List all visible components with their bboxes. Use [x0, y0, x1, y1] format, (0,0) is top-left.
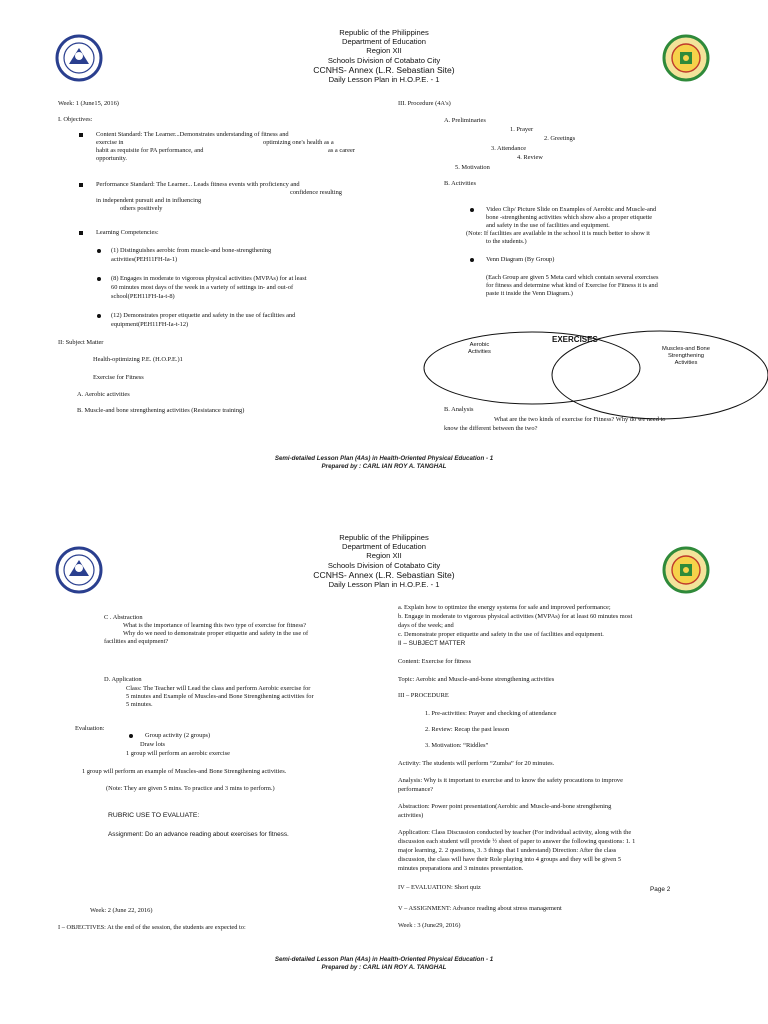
header-department: Department of Education: [341, 542, 426, 552]
footer-author: Prepared by : CARL IAN ROY A. TANGHAL: [321, 964, 447, 971]
venn-title: EXERCISES: [552, 335, 598, 344]
activity-line: Activity: The students will perform “Zumba” for 20 minutes.: [398, 760, 555, 767]
prelim-greetings: 2. Greetings: [544, 135, 576, 142]
application-text: Class: The Teacher will Lead the class and perform Aerobic exercise for: [126, 685, 311, 692]
performance-standard: Performance Standard: The Learner... Leads fitness events with proficiency and: [96, 181, 300, 188]
video-clip-text: and safety in the use of facilities and equipment.: [486, 222, 610, 229]
header-republic: Republic of the Philippines: [339, 28, 429, 37]
procedure-2-heading: III – PROCEDURE: [398, 692, 449, 699]
application-line-text: discussion each student will provide ½ sheet of paper to answer the following questions: 1. 1: [398, 838, 636, 845]
preliminaries: A. Preliminaries: [444, 117, 486, 124]
page-header: [0, 533, 768, 589]
eval-muscle-group: 1 group will perform an example of Muscles-and Bone Strengthening activities.: [82, 768, 287, 775]
competency-2: (8) Engages in moderate to vigorous physical activities (MVPAs) for at least: [111, 275, 307, 282]
header-plan-title: Daily Lesson Plan in H.O.P.E. - 1: [328, 579, 440, 589]
analysis-question-text: know the different between the two?: [444, 425, 538, 432]
abstraction-heading: C . Abstraction: [104, 614, 143, 621]
bullet: [470, 258, 474, 262]
analysis-line: Analysis: Why is it important to exercise and to know the safety procautions to improve: [398, 777, 623, 784]
content-line: Content: Exercise for fitness: [398, 658, 471, 665]
prelim-review: 4. Review: [517, 154, 543, 161]
competencies-heading: Learning Competencies:: [96, 229, 159, 236]
bullet: [97, 249, 101, 253]
competency-2-code: school(PEH11FH-Ia-t-8): [111, 293, 175, 300]
subject-course: Health-optimizing P.E. (H.O.P.E.)1: [93, 356, 183, 363]
performance-standard-text: in independent pursuit and in influencing: [96, 197, 202, 204]
venn-circle-muscle: [552, 331, 768, 419]
abstraction-line: Abstraction: Power point presentation(Aerobic and Muscle-and-bone strengthening: [398, 803, 612, 810]
application-line: Application: Class Discussion conducted by teacher (For individual activity, along with the: [398, 829, 632, 836]
venn-right-label: [648, 346, 724, 367]
bullet: [97, 314, 101, 318]
group-instructions-text: for fitness and determine what kind of Exercise for Fitness it is and: [486, 282, 658, 289]
facilities-note-text: to the students.): [486, 238, 527, 245]
header-region: Region XII: [366, 551, 402, 561]
header-school: CCNHS- Annex (L.R. Sebastian Site): [313, 64, 455, 75]
venn-left-label-line: Aerobic: [469, 342, 490, 348]
header-plan-title: Daily Lesson Plan in H.O.P.E. - 1: [328, 74, 440, 84]
analysis-question: What are the two kinds of exercise for Fitness? Why do we need to: [494, 416, 666, 423]
performance-standard-text: confidence resulting: [290, 189, 342, 196]
footer-title: Semi-detailed Lesson Plan (4As) in Health-Oriented Physical Education - 1: [274, 455, 494, 462]
procedure-heading: III. Procedure (4A's): [398, 100, 451, 107]
abstraction-line-text: activities): [398, 812, 424, 819]
facilities-note: (Note: If facilities are available in the school it is much better to show it: [466, 230, 650, 237]
abstraction-question-text: facilities and equipment?: [104, 638, 169, 645]
prelim-prayer: 1. Prayer: [510, 126, 534, 133]
content-standard-text: as a career: [328, 147, 355, 154]
performance-standard-text: others positively: [120, 205, 163, 212]
header-department: Department of Education: [341, 37, 426, 47]
objective-a: a. Explain how to optimize the energy systems for safe and improved performance;: [398, 604, 611, 611]
assignment: Assignment: Do an advance reading about exercises for fitness.: [108, 831, 289, 838]
bullet: [470, 208, 474, 212]
content-standard-text: opportunity.: [96, 155, 128, 162]
abstraction-question: What is the importance of learning this two type of exercise for fitness?: [123, 622, 307, 629]
venn-right-label-line: Muscles-and Bone: [661, 346, 710, 352]
application-line-text: major learning, 2. 2 questions, 3. 3 things that I understand) Direction: After the class: [398, 847, 617, 854]
video-clip-activity: Video Clip/ Picture Slide on Examples of Aerobic and Muscle-and: [486, 206, 657, 213]
abstraction-question-text: Why do we need to demonstrate proper etiquette and safety in the use of: [123, 630, 309, 637]
venn-left-label: [468, 342, 491, 356]
objective-c: c. Demonstrate proper etiquette and safety in the use of facilities and equipment.: [398, 631, 604, 638]
objective-b: b. Engage in moderate to vigorous physical activities (MVPAs) for at least 60 minutes most: [398, 613, 633, 620]
page-number: Page 2: [650, 886, 671, 893]
bullet: [97, 277, 101, 281]
subject-item-b: B. Muscle-and bone strengthening activities (Resistance training): [77, 407, 245, 414]
header-division: Schools Division of Cotabato City: [327, 55, 441, 65]
header-division: Schools Division of Cotabato City: [327, 560, 441, 570]
eval-group-activity: Group activity (2 groups): [145, 732, 211, 739]
subject-item-a: A. Aerobic activities: [77, 391, 130, 398]
bullet: [129, 734, 133, 738]
topic-line: Topic: Aerobic and Muscle-and-bone strengthening activities: [398, 676, 555, 683]
competency-2-text: 60 minutes most days of the week in a variety of settings in- and out-of: [111, 284, 294, 291]
rubric-heading: RUBRIC USE TO EVALUATE:: [108, 812, 200, 819]
objective-b-text: days of the week; and: [398, 622, 454, 629]
competency-3: (12) Demonstrates proper etiquette and safety in the use of facilities and: [111, 312, 296, 319]
venn-right-label-line: Strengthening: [667, 353, 705, 359]
objectives-2-heading: I – OBJECTIVES: At the end of the session, the students are expected to:: [58, 924, 246, 931]
bullet: [79, 231, 83, 235]
content-standard-text: exercise in: [96, 139, 124, 146]
evaluation-heading: Evaluation:: [75, 725, 105, 732]
lesson-plan-page-2: [0, 512, 768, 1024]
week-2-label: Week: 2 (June 22, 2016): [90, 907, 153, 914]
procedure-step-2: 2. Review: Recap the past lesson: [425, 726, 510, 733]
application-line-text: discussion, the class will have their Role playing into 4 groups and they will be given 5: [398, 856, 622, 863]
assignment-line: V – ASSIGNMENT: Advance reading about stress management: [398, 905, 562, 912]
eval-draw-lots: Draw lots: [140, 741, 166, 748]
header-school: CCNHS- Annex (L.R. Sebastian Site): [313, 569, 455, 580]
subject-matter-heading: II: Subject Matter: [58, 339, 104, 346]
procedure-step-1: 1. Pre-activities: Prayer and checking of attendance: [425, 710, 557, 717]
bullet: [79, 183, 83, 187]
header-republic: Republic of the Philippines: [339, 533, 429, 542]
application-text-line: 5 minutes and Example of Muscles-and Bone Strengthening activities for: [126, 693, 314, 700]
group-instructions: (Each Group are given 5 Meta card which contain several exercises: [486, 274, 659, 281]
footer-author: Prepared by : CARL IAN ROY A. TANGHAL: [321, 463, 447, 470]
procedure-step-3: 3. Motivation: “Riddles”: [425, 742, 489, 749]
footer-title: Semi-detailed Lesson Plan (4As) in Health-Oriented Physical Education - 1: [274, 956, 494, 963]
evaluation-line: IV – EVALUATION: Short quiz: [398, 884, 481, 891]
eval-aerobic-group: 1 group will perform an aerobic exercise: [126, 750, 230, 757]
objectives-heading: I. Objectives:: [58, 116, 93, 123]
header-region: Region XII: [366, 46, 402, 56]
content-standard: Content Standard: The Learner...Demonstrates understanding of fitness and: [96, 131, 289, 138]
venn-diagram-label: Venn Diagram (By Group): [486, 256, 555, 263]
page-footer: [0, 956, 768, 972]
page-header: [0, 28, 768, 84]
application-text-line: 5 minutes.: [126, 701, 153, 708]
prelim-motivation: 5. Motivation: [455, 164, 490, 171]
eval-note: (Note: They are given 5 mins. To practice and 3 mins to perform.): [106, 785, 275, 792]
content-standard-text: optimizing one's health as a: [263, 139, 334, 146]
venn-left-label-line: Activities: [468, 349, 491, 355]
analysis-line-text: performance?: [398, 786, 434, 793]
competency-1-code: activities(PEH11FH-Ia-1): [111, 256, 178, 263]
week-3-label: Week : 3 (June29, 2016): [398, 922, 461, 929]
competency-1: (1) Distinguishes aerobic from muscle-and bone-strengthening: [111, 247, 272, 254]
bullet: [79, 133, 83, 137]
venn-right-label-line: Activities: [674, 360, 698, 366]
video-clip-text: bone -strengthening activities which show also a proper etiquette: [486, 214, 653, 221]
activities-heading: B. Activities: [444, 180, 476, 187]
week-label: Week: 1 (June15, 2016): [58, 100, 119, 107]
competency-3-code: equipment(PEH11FH-Ia-t-12): [111, 321, 189, 328]
subject-topic: Exercise for Fitness: [93, 374, 144, 381]
group-instructions-text: paste it inside the Venn Diagram.): [486, 290, 573, 297]
application-line-text: minutes preparations and 3 minutes presentation.: [398, 865, 524, 872]
application-heading: D. Application: [104, 676, 142, 683]
analysis-heading: B. Analysis: [444, 406, 474, 413]
content-standard-text: habit as requisite for PA performance, and: [96, 147, 204, 154]
page-footer: [0, 455, 768, 471]
subject-matter-2-heading: II – SUBJECT MATTER: [398, 640, 466, 647]
prelim-attendance: 3. Attendance: [491, 145, 527, 152]
